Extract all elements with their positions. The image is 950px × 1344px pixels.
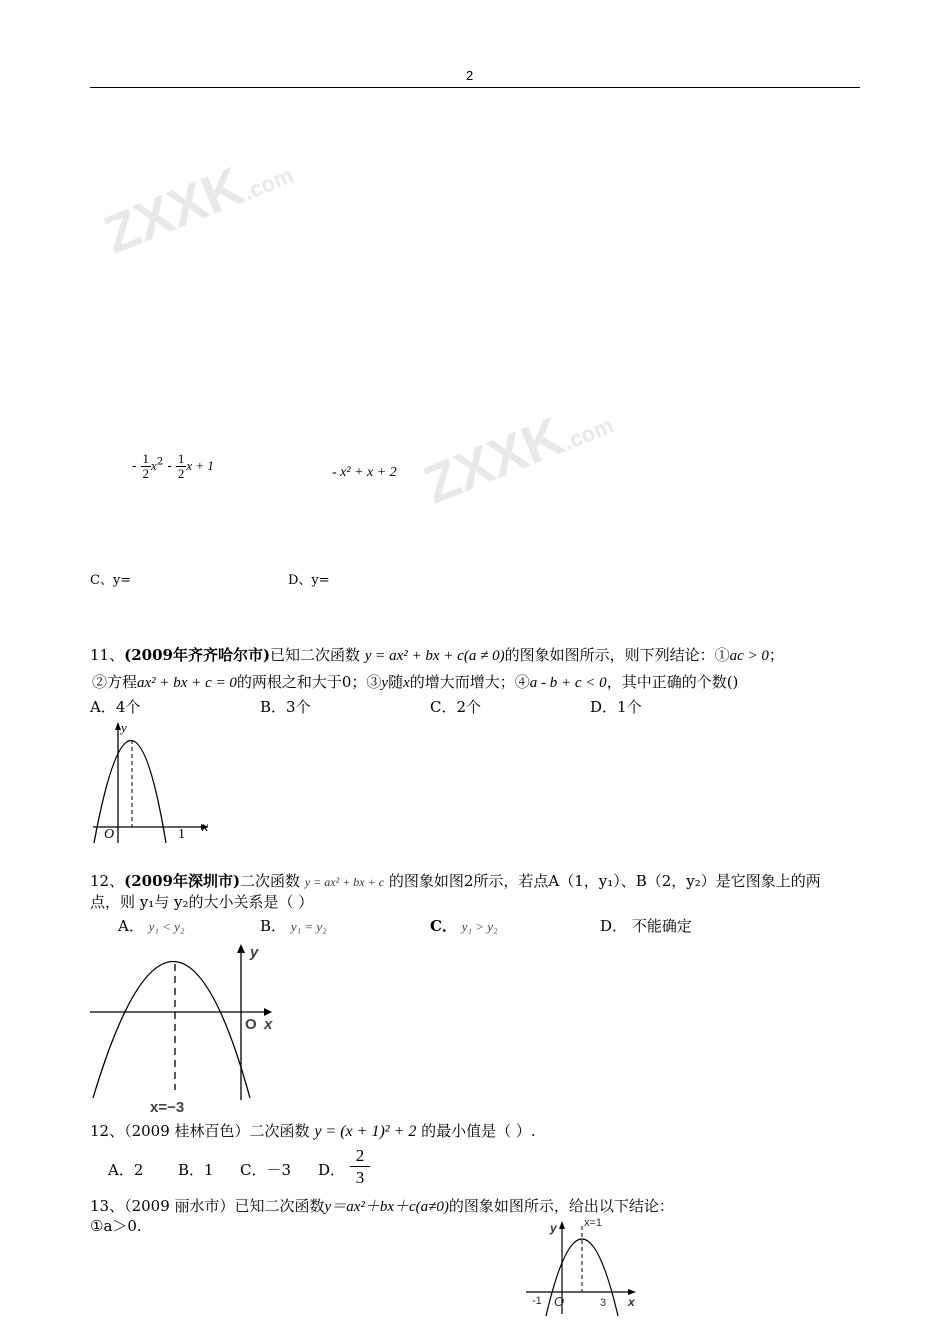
symmetry-label: x=−3 <box>150 1099 185 1115</box>
q11-option-d: D．1个 <box>590 698 642 716</box>
tick-3: 3 <box>600 1297 607 1309</box>
x-label: x <box>628 1295 635 1309</box>
x-label: x <box>264 1016 273 1033</box>
q12a-text: 二次函数 <box>240 872 301 890</box>
q12b-option-d-fraction <box>350 1146 370 1189</box>
expr: y₁ > y₂ <box>461 919 498 934</box>
x-axis-arrow <box>264 1008 272 1016</box>
q11-option-b: B．3个 <box>260 698 311 716</box>
frac-num: 2 <box>350 1146 370 1167</box>
q11-option-a: A．4个 <box>90 698 141 716</box>
q12b-text: （2009 桂林百色）二次函数 <box>124 1122 310 1140</box>
origin-label: O <box>245 1016 257 1033</box>
expr: 不能确定 <box>631 917 692 935</box>
option-d-label: D、y= <box>288 573 330 588</box>
q12b-number: 12、 <box>90 1122 125 1140</box>
q11-line2 <box>92 672 738 693</box>
q13-number: 13、 <box>90 1197 125 1215</box>
origin-label: O <box>104 827 115 842</box>
q12a-option-b <box>260 916 327 937</box>
q12b-formula: y = (x + 1)² + 2 <box>314 1123 417 1140</box>
option-d-expression: - x² + x + 2 <box>332 465 397 480</box>
frac-num: 1 <box>177 451 185 466</box>
q12a-source: (2009年深圳市) <box>124 872 241 890</box>
q11-conclusion-2: ax² + bx + c = 0 <box>137 675 237 691</box>
q11-text: 的增大而增大；④ <box>409 673 530 691</box>
q11-line1 <box>90 645 784 666</box>
q12a-number: 12、 <box>90 872 125 890</box>
q11-graph <box>88 718 218 848</box>
q12b-text: 的最小值是（ ）. <box>421 1122 536 1140</box>
label: D． <box>600 917 628 935</box>
y-axis-arrow <box>237 944 245 953</box>
q11-var-x: x <box>403 675 410 691</box>
q12b-option-a: A．2 <box>108 1161 144 1179</box>
q13-conclusion-1: ①a＞0. <box>90 1217 142 1235</box>
q12a-line1 <box>90 871 821 892</box>
q11-formula: y = ax² + bx + c(a ≠ 0) <box>364 648 505 664</box>
q11-option-c: C．2个 <box>430 698 482 716</box>
q13-formula: y＝ax²＋bx＋c(a≠0) <box>324 1199 449 1215</box>
q12a-option-d <box>600 916 692 936</box>
header-rule <box>90 87 860 88</box>
q12a-line2: 点，则 y₁与 y₂的大小关系是（ ） <box>90 893 314 911</box>
frac-den: 2 <box>177 466 185 481</box>
q12b-option-b: B．1 <box>178 1161 214 1179</box>
watermark-domain: .com <box>239 162 297 205</box>
label: B． <box>260 917 287 935</box>
watermark-domain: .com <box>559 412 617 455</box>
tick-minus-1: -1 <box>532 1295 542 1307</box>
minus: - <box>167 459 172 474</box>
watermark-2 <box>416 386 620 517</box>
option-c-label: C、y= <box>90 573 132 588</box>
q13-graph <box>524 1214 644 1318</box>
q11-text: ，其中正确的个数() <box>606 673 739 691</box>
q11-text: 的图象如图所示，则下列结论：① <box>504 646 730 664</box>
tick-1: 1 <box>178 827 185 842</box>
y-label: y <box>250 944 259 961</box>
frac-num: 1 <box>142 451 150 466</box>
q13-text: 的图象如图所示，给出以下结论： <box>448 1197 674 1215</box>
q12a-formula: y = ax² + bx + c <box>304 875 385 889</box>
q12a-text: 的图象如图2所示，若点A（1，y₁）、B（2，y₂）是它图象上的两 <box>388 872 821 890</box>
q12a-option-c <box>430 916 498 937</box>
symmetry-label: x=1 <box>584 1217 603 1229</box>
option-c-expression <box>132 452 214 481</box>
q12a-option-a <box>118 916 184 937</box>
y-label: y <box>121 720 127 735</box>
var-x: x <box>151 458 157 473</box>
q11-conclusion-4: a - b + c < 0 <box>529 675 607 691</box>
y-axis-arrow <box>559 1221 565 1229</box>
q11-text: 的两根之和大于0；③ <box>236 673 382 691</box>
label: C． <box>430 917 457 935</box>
q12b-option-c: C．－3 <box>240 1161 292 1179</box>
expr: y₁ < y₂ <box>148 919 185 934</box>
watermark-text: ZXXK <box>95 155 252 266</box>
frac-den: 3 <box>355 1168 365 1187</box>
q11-conclusion-1: ac > 0 <box>729 648 769 664</box>
exponent: 2 <box>156 456 164 468</box>
watermark-1 <box>96 136 300 267</box>
q11-text: 随 <box>388 673 404 691</box>
y-label: y <box>550 1221 557 1235</box>
origin-label: O <box>554 1294 565 1309</box>
page-number: 2 <box>466 68 474 83</box>
sign: - <box>132 459 137 474</box>
label: A． <box>118 917 144 935</box>
watermark-text: ZXXK <box>415 405 572 516</box>
q11-sep: ； <box>768 646 784 664</box>
q11-text: 已知二次函数 <box>270 646 361 664</box>
q11-number: 11、 <box>90 646 125 664</box>
q11-var-y: y <box>381 675 389 691</box>
parabola <box>93 962 250 1099</box>
tail: x + 1 <box>186 458 214 473</box>
frac-den: 2 <box>142 466 150 481</box>
q13-text: （2009 丽水市）已知二次函数 <box>124 1197 325 1215</box>
x-label: x <box>202 820 209 835</box>
q12b-line1 <box>90 1121 536 1142</box>
q12b-option-d: D． <box>318 1161 346 1179</box>
q12a-graph <box>88 940 288 1115</box>
q11-source: (2009年齐齐哈尔市) <box>124 646 271 664</box>
q11-text: ②方程 <box>92 673 138 691</box>
expr: y₁ = y₂ <box>290 919 327 934</box>
